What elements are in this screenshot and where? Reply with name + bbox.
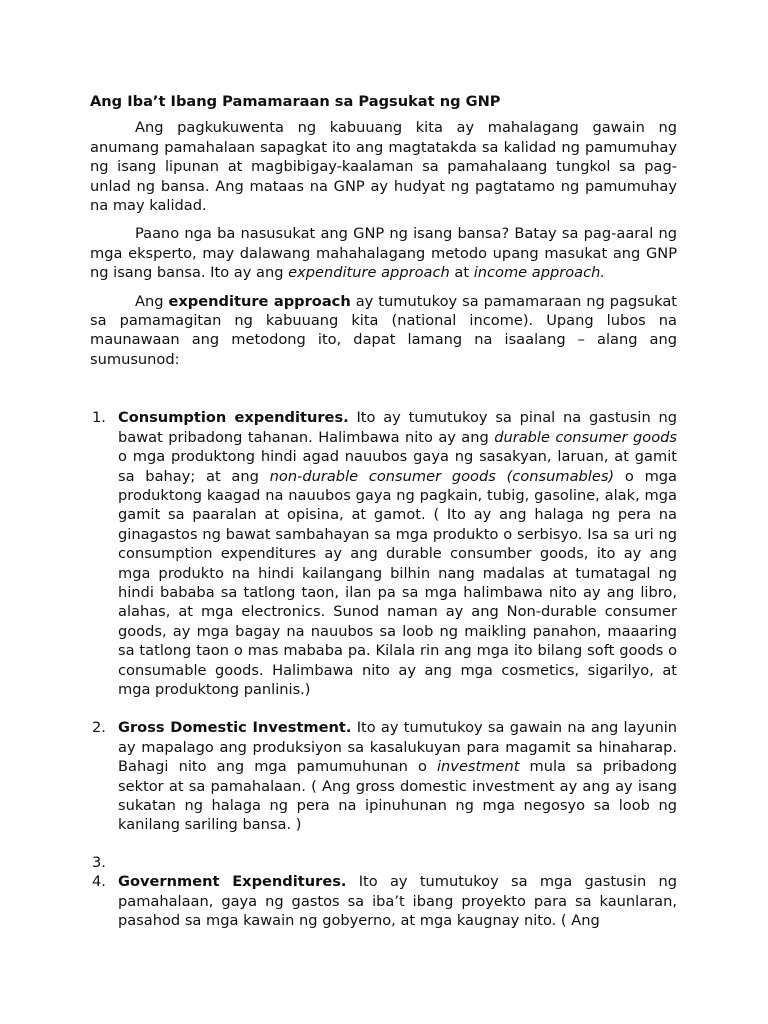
list-item-number: 4. [92,873,106,891]
paragraph-expenditure-text: ay tumutukoy sa pamamaraan ng pagsukat sa pamamagitan ng kabuuang kita (national income). Upang lubos na maunawaan ang metodong ito, dapat lamang na isaalang – alang ang sumusunod: [90,292,677,368]
list-item [90,853,677,872]
list-item-text: Ito ay tumutukoy sa mga gastusin ng pamahalaan, gaya ng gastos sa iba’t ibang proyekto para sa kaunlaran, pasahod sa mga kawain ng gobyerno, at mga kaugnay nito. ( Ang [118,873,677,930]
list-item-number: 3. [92,853,106,871]
paragraph-methods-connector: at [449,264,474,282]
document-page [90,92,677,930]
list-item-heading: Government Expenditures. [118,873,347,891]
term-investment: investment [437,758,520,776]
term-expenditure-approach-bold: expenditure approach [168,292,351,310]
term-durable-goods: durable consumer goods [494,428,678,446]
term-non-durable-goods: non-durable consumer goods (consumables) [269,467,615,485]
list-item [90,872,677,930]
document-title: Ang Iba’t Ibang Pamamaraan sa Pagsukat ng GNP [90,93,501,110]
list-item-text: Ito ay tumutukoy sa pinal na gastusin ng bawat pribadong tahanan. Halimbawa nito ay ang [118,409,678,446]
list-item-heading: Gross Domestic Investment. [118,719,352,737]
paragraph-expenditure-lead: Ang [135,292,169,310]
list-item-text: mula sa pribadong sektor at sa pamahalaan. ( Ang gross domestic investment ay ang ay isang sukatan ng halaga ng pera na ipinuhunan ng mga negosyo sa loob ng kanilang sariling bansa. ) [118,758,678,834]
list-item-text: o mga produktong kaagad na nauubos gaya ng pagkain, tubig, gasoline, alak, mga gamit sa paaralan at opisina, at gamot. ( Ito ay ang halaga ng pera na ginagastos ng bawat sambahayan sa mga produkto o serbisyo. Isa sa uri ng consumption expenditures ay ang durable consumber goods, ito ay ang mga produkto na hindi kailangang bilhin nang madalas at tumatagal ng hindi bababa sa tatlong taon, ilan pa sa mga halimbawa nito ay ang libro, alahas, at mga electronics. Sunod naman ay ang Non-durable consumer goods, ay mga bagay na nauubos sa loob ng maikling panahon, maaaring sa tatlong taon o mas mababa pa. Kilala rin ang mga ito bilang soft goods o consumable goods. Halimbawa nito ay ang mga cosmetics, sigarilyo, at mga produktong panlinis.) [118,467,677,698]
list-item-number: 2. [92,719,106,737]
term-expenditure-approach: expenditure approach [288,264,450,282]
list-item-text: Ito ay tumutukoy sa gawain na ang layunin ay mapalago ang produksiyon sa kasalukuyan para magamit sa hinaharap. Bahagi nito ang mga pamumuhunan o [118,719,677,776]
term-income-approach: income approach. [473,264,606,282]
list-item [90,408,677,699]
list-item [90,718,677,834]
paragraph-methods-text: Paano nga ba nasusukat ang GNP ng isang bansa? Batay sa pag-aaral ng mga eksperto, may dalawang mahahalagang metodo upang masukat ang GNP ng isang bansa. Ito ay ang [90,225,677,282]
list-item-heading: Consumption expenditures. [118,409,349,427]
list-item-number: 1. [92,409,106,427]
list-item-text: o mga produktong hindi agad nauubos gaya ng sasakyan, laruan, at gamit sa bahay; at ang [118,448,677,485]
paragraph-intro-text: Ang pagkukuwenta ng kabuuang kita ay mahalagang gawain ng anumang pamahalaan sapagkat ito ang magtatakda sa kalidad ng pamumuhay ng isang lipunan at magbibigay-kaalaman sa pamahalaang tungkol sa pag-unlad ng bansa. Ang mataas na GNP ay hudyat ng pagtatamo ng pamumuhay na may kalidad. [90,119,677,215]
paragraph-methods [90,224,677,282]
paragraph-intro [90,118,677,215]
paragraph-expenditure [90,292,677,370]
numbered-list [90,408,677,930]
